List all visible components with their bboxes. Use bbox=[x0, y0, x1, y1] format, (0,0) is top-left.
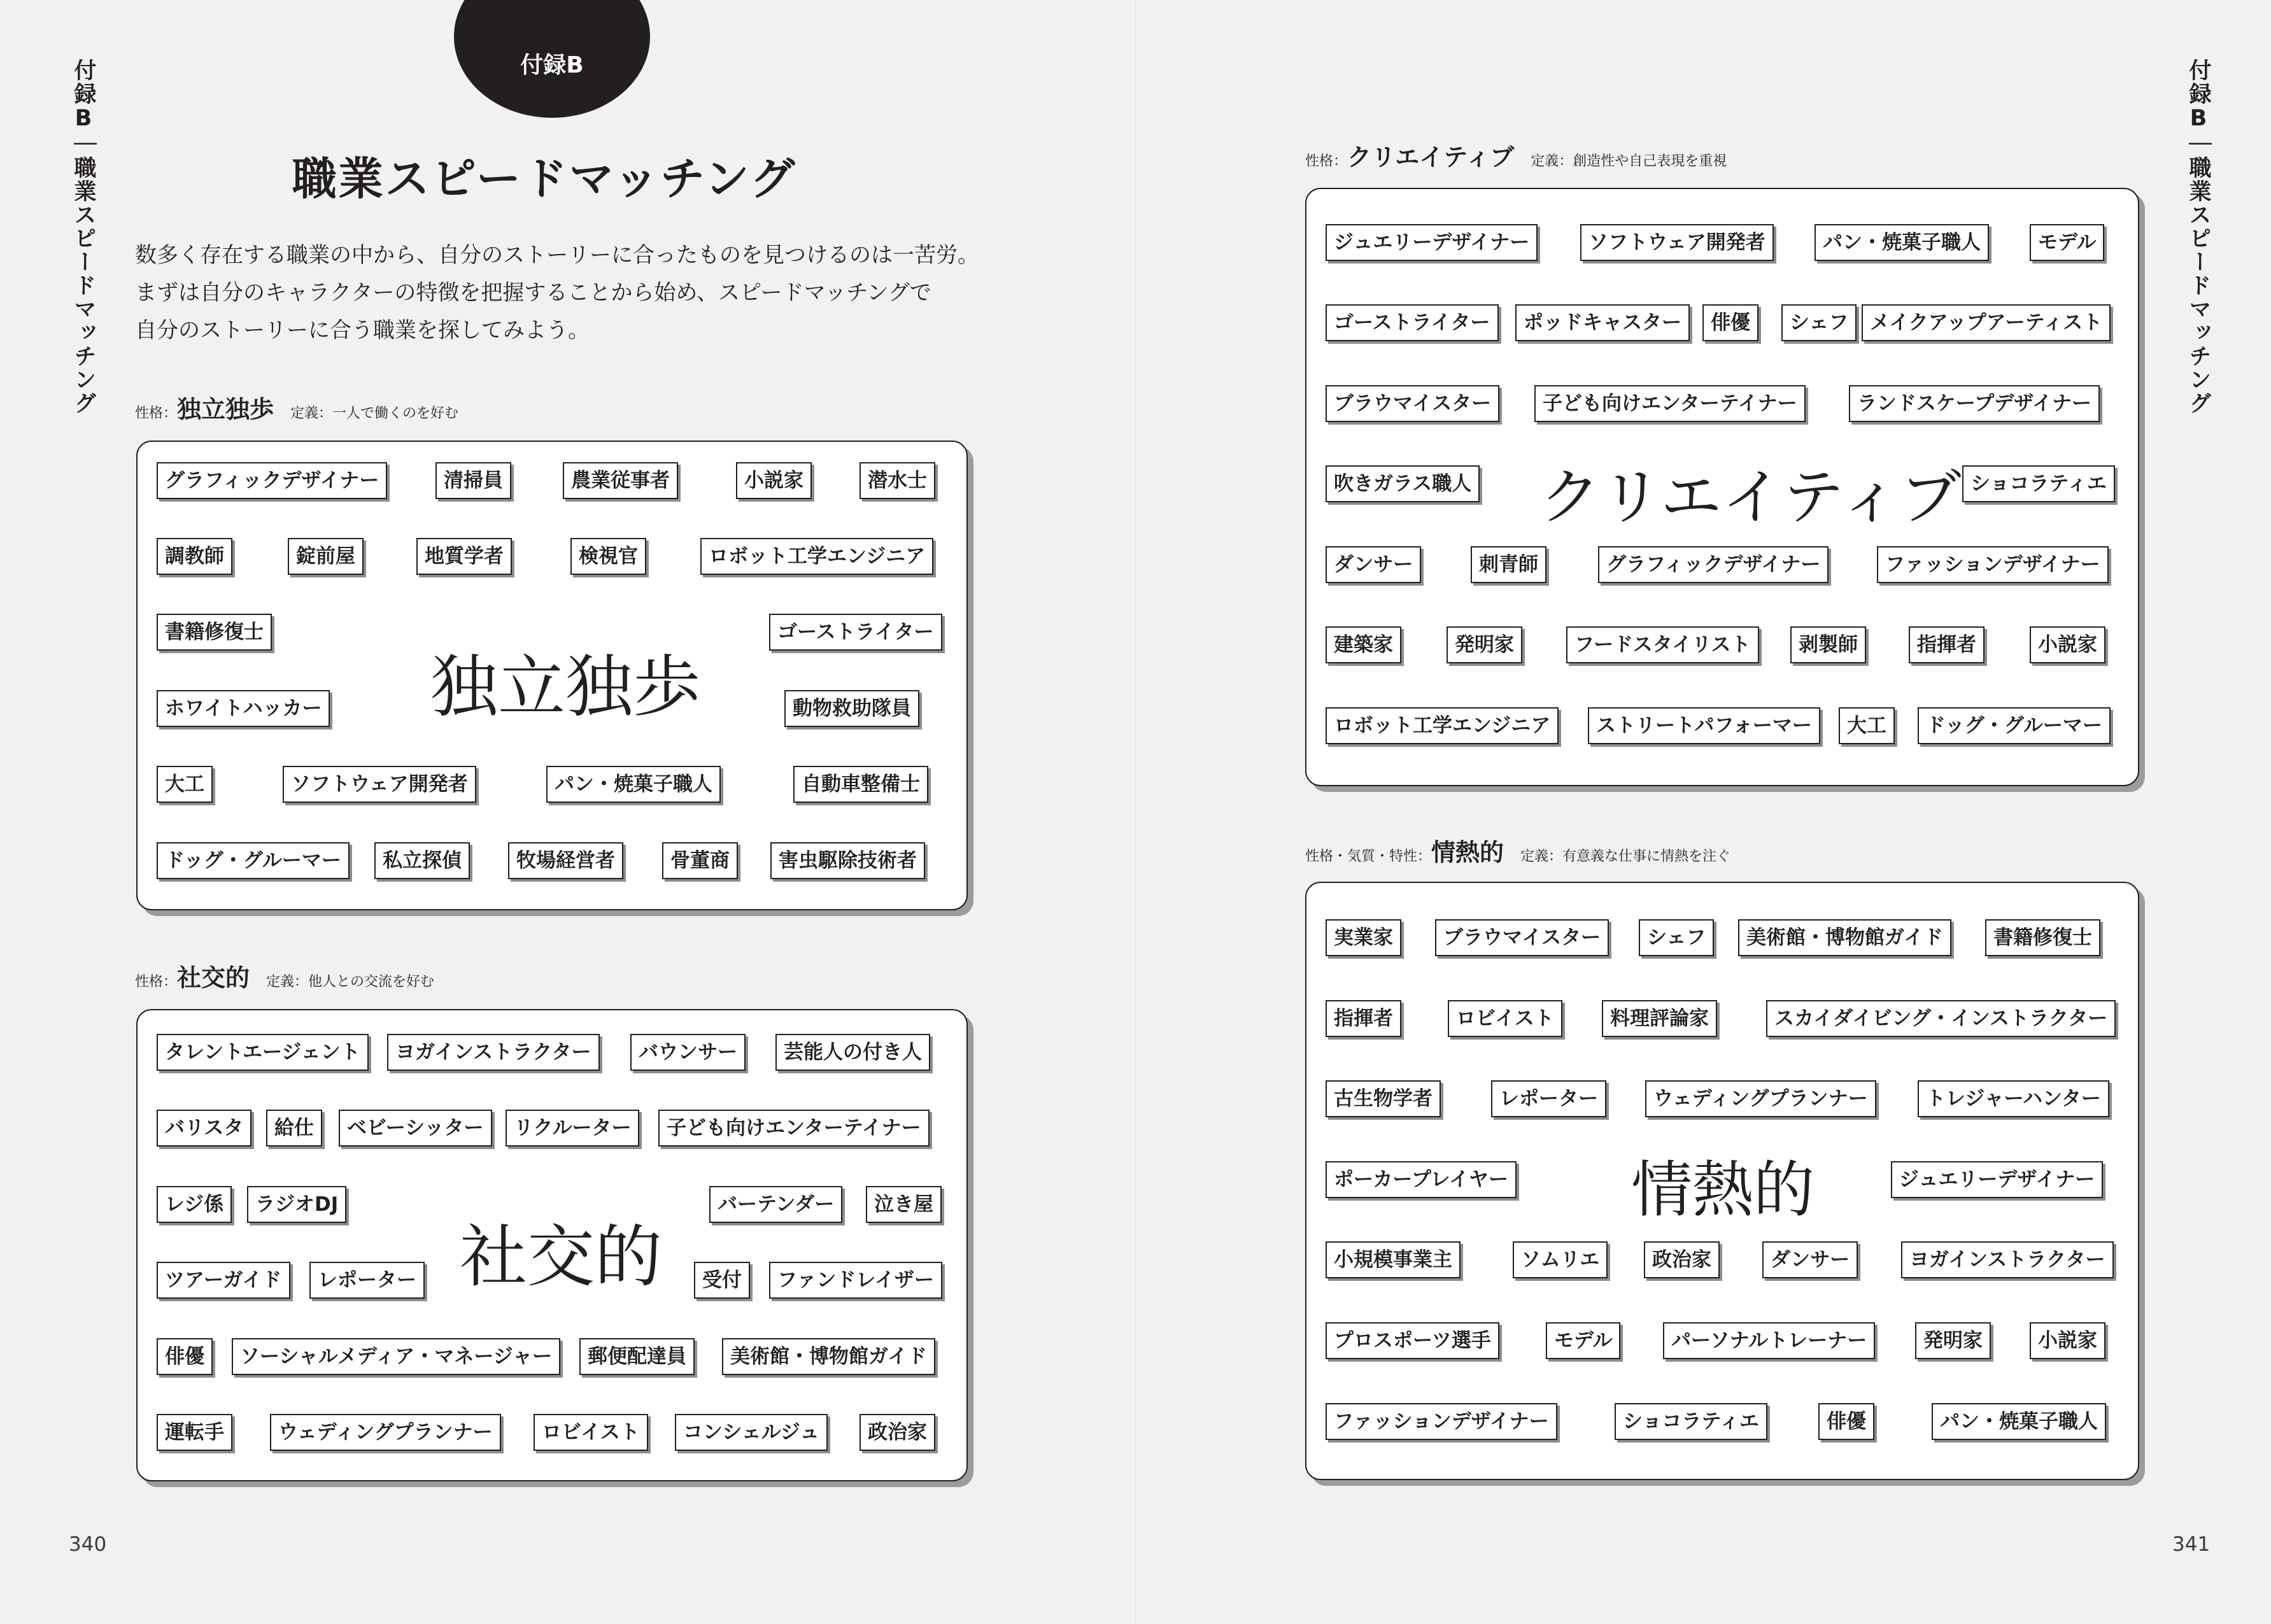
card-center-label: 独立独歩 bbox=[430, 650, 700, 725]
occupation-tag: ブラウマイスター bbox=[1326, 385, 1499, 422]
section-title: 社交的 bbox=[177, 964, 250, 992]
occupation-tag: 牧場経営者 bbox=[508, 842, 623, 879]
occupation-tag: ダンサー bbox=[1762, 1241, 1858, 1278]
occupation-tag: 発明家 bbox=[1447, 626, 1522, 663]
occupation-tag: 発明家 bbox=[1915, 1322, 1991, 1359]
occupation-tag: モデル bbox=[1546, 1322, 1620, 1359]
occupation-tag: 美術館・博物館ガイド bbox=[1738, 919, 1951, 956]
occupation-tag: 大工 bbox=[157, 766, 213, 803]
occupation-tag: 小規模事業主 bbox=[1326, 1241, 1461, 1278]
occupation-tag: モデル bbox=[2030, 224, 2104, 261]
occupation-tag: レポーター bbox=[309, 1262, 425, 1299]
page-title: 職業スピードマッチング bbox=[292, 152, 797, 205]
occupation-tag: スカイダイビング・インストラクター bbox=[1766, 1000, 2116, 1037]
occupation-tag: ラジオDJ bbox=[247, 1186, 346, 1223]
side-tab-right: 付録B｜職業スピードマッチング bbox=[2186, 59, 2211, 415]
occupation-tag: ダンサー bbox=[1326, 546, 1421, 583]
occupation-tag: ロボット工学エンジニア bbox=[700, 538, 933, 575]
section-title: クリエイティブ bbox=[1347, 143, 1515, 171]
occupation-tag: 料理評論家 bbox=[1602, 1000, 1717, 1037]
occupation-tag: 書籍修復士 bbox=[1985, 919, 2100, 956]
occupation-tag: パーソナルトレーナー bbox=[1663, 1322, 1875, 1359]
section-definition: 定義：他人との交流を好む bbox=[266, 974, 435, 990]
occupation-tag: ファンドレイザー bbox=[769, 1262, 942, 1299]
occupation-tag: 清掃員 bbox=[435, 462, 511, 499]
occupation-tag: プロスポーツ選手 bbox=[1326, 1322, 1499, 1359]
occupation-tag: 受付 bbox=[694, 1262, 750, 1299]
intro-line: 自分のストーリーに合う職業を探してみよう。 bbox=[135, 318, 590, 343]
occupation-tag: 調教師 bbox=[157, 538, 232, 575]
occupation-tag: 俳優 bbox=[1702, 304, 1758, 341]
occupation-tag: シェフ bbox=[1639, 919, 1714, 956]
occupation-tag: ヨガインストラクター bbox=[1901, 1241, 2114, 1278]
occupation-tag: 害虫駆除技術者 bbox=[770, 842, 925, 879]
occupation-tag: ロボット工学エンジニア bbox=[1326, 707, 1559, 744]
occupation-tag: 検視官 bbox=[570, 538, 646, 575]
intro-line: 数多く存在する職業の中から、自分のストーリーに合ったものを見つけるのは一苦労。 bbox=[135, 243, 979, 268]
occupation-tag: リクルーター bbox=[506, 1110, 639, 1147]
occupation-tag: 剥製師 bbox=[1790, 626, 1866, 663]
occupation-tag: 実業家 bbox=[1326, 919, 1401, 956]
occupation-tag: ショコラティエ bbox=[1615, 1403, 1767, 1440]
occupation-tag: ゴーストライター bbox=[1326, 304, 1499, 341]
page-number-right: 341 bbox=[2172, 1533, 2211, 1556]
occupation-tag: 潜水士 bbox=[860, 462, 935, 499]
page-gutter bbox=[1135, 0, 1136, 1624]
occupation-tag: 吹きガラス職人 bbox=[1326, 465, 1480, 502]
occupation-tag: 錠前屋 bbox=[288, 538, 364, 575]
occupation-tag: 指揮者 bbox=[1909, 626, 1984, 663]
occupation-tag: 建築家 bbox=[1326, 626, 1401, 663]
chapter-badge-label: 付録B bbox=[520, 52, 584, 78]
occupation-tag: 私立探偵 bbox=[374, 842, 470, 879]
section-label: 性格： bbox=[135, 406, 178, 421]
occupation-tag: ソフトウェア開発者 bbox=[283, 766, 476, 803]
section-definition: 定義：有意義な仕事に情熱を注ぐ bbox=[1520, 849, 1731, 865]
occupation-tag: シェフ bbox=[1781, 304, 1857, 341]
occupation-tag: ドッグ・グルーマー bbox=[157, 842, 350, 879]
occupation-tag: パン・焼菓子職人 bbox=[1815, 224, 1989, 261]
occupation-tag: ソフトウェア開発者 bbox=[1580, 224, 1774, 261]
occupation-tag: 刺青師 bbox=[1471, 546, 1546, 583]
intro-line: まずは自分のキャラクターの特徴を把握することから始め、スピードマッチングで bbox=[135, 280, 931, 306]
occupation-tag: ドッグ・グルーマー bbox=[1918, 707, 2111, 744]
page-number-left: 340 bbox=[69, 1533, 107, 1556]
section-header-creative bbox=[1305, 138, 1727, 173]
occupation-tag: ツアーガイド bbox=[157, 1262, 290, 1299]
occupation-tag: ストリートパフォーマー bbox=[1588, 707, 1820, 744]
occupation-tag: グラフィックデザイナー bbox=[157, 462, 387, 499]
occupation-tag: レポーター bbox=[1491, 1080, 1606, 1117]
occupation-tag: メイクアップアーティスト bbox=[1862, 304, 2111, 341]
occupation-tag: ジュエリーデザイナー bbox=[1891, 1161, 2103, 1198]
occupation-tag: 美術館・博物館ガイド bbox=[722, 1338, 935, 1375]
occupation-tag: トレジャーハンター bbox=[1918, 1080, 2109, 1117]
chapter-badge bbox=[454, 0, 650, 118]
occupation-tag: ブラウマイスター bbox=[1435, 919, 1609, 956]
occupation-tag: 農業従事者 bbox=[563, 462, 678, 499]
occupation-tag: 骨董商 bbox=[662, 842, 738, 879]
section-definition: 定義：一人で働くのを好む bbox=[290, 406, 459, 421]
occupation-tag: 泣き屋 bbox=[866, 1186, 942, 1223]
occupation-tag: 地質学者 bbox=[416, 538, 512, 575]
section-title: 独立独歩 bbox=[177, 395, 274, 423]
occupation-tag: ソーシャルメディア・マネージャー bbox=[232, 1338, 560, 1375]
side-tab-left: 付録B｜職業スピードマッチング bbox=[71, 59, 96, 415]
occupation-tag: 大工 bbox=[1839, 707, 1895, 744]
occupation-tag: ポッドキャスター bbox=[1515, 304, 1690, 341]
occupation-tag: 政治家 bbox=[1644, 1241, 1720, 1278]
occupation-tag: 給仕 bbox=[266, 1110, 322, 1147]
occupation-tag: コンシェルジュ bbox=[675, 1414, 828, 1451]
occupation-tag: バーテンダー bbox=[709, 1186, 842, 1223]
occupation-tag: グラフィックデザイナー bbox=[1598, 546, 1829, 583]
occupation-tag: ベビーシッター bbox=[339, 1110, 492, 1147]
section-label: 性格・気質・特性： bbox=[1305, 849, 1432, 865]
occupation-tag: ファッションデザイナー bbox=[1877, 546, 2109, 583]
card-center-label: クリエイティブ bbox=[1539, 463, 1962, 532]
occupation-tag: 動物救助隊員 bbox=[784, 690, 919, 727]
occupation-tag: ホワイトハッカー bbox=[157, 690, 330, 727]
occupation-tag: レジ係 bbox=[157, 1186, 232, 1223]
section-header-social bbox=[135, 958, 434, 993]
occupation-tag: バリスタ bbox=[157, 1110, 251, 1147]
occupation-tag: 政治家 bbox=[860, 1414, 935, 1451]
section-title: 情熱的 bbox=[1431, 838, 1504, 866]
occupation-tag: ジュエリーデザイナー bbox=[1326, 224, 1538, 261]
occupation-tag: パン・焼菓子職人 bbox=[1932, 1403, 2106, 1440]
occupation-tag: 自動車整備士 bbox=[793, 766, 928, 803]
section-header-passionate bbox=[1305, 833, 1730, 868]
card-center-label: 情熱的 bbox=[1631, 1156, 1815, 1224]
occupation-tag: 小説家 bbox=[2030, 626, 2105, 663]
occupation-tag: 書籍修復士 bbox=[157, 614, 272, 651]
occupation-tag: 俳優 bbox=[1818, 1403, 1874, 1440]
section-definition: 定義：創造性や自己表現を重視 bbox=[1531, 153, 1727, 169]
occupation-tag: タレントエージェント bbox=[157, 1034, 369, 1071]
occupation-tag: ファッションデザイナー bbox=[1326, 1403, 1557, 1440]
occupation-tag: 指揮者 bbox=[1326, 1000, 1401, 1037]
occupation-tag: ロビイスト bbox=[534, 1414, 648, 1451]
occupation-tag: 子ども向けエンターテイナー bbox=[658, 1110, 930, 1147]
occupation-tag: 芸能人の付き人 bbox=[775, 1034, 930, 1071]
occupation-tag: ヨガインストラクター bbox=[387, 1034, 600, 1071]
occupation-tag: 小説家 bbox=[2030, 1322, 2105, 1359]
section-label: 性格： bbox=[1305, 153, 1348, 169]
occupation-tag: ウェディングプランナー bbox=[270, 1414, 501, 1451]
occupation-tag: ゴーストライター bbox=[769, 614, 942, 651]
occupation-tag: 子ども向けエンターテイナー bbox=[1534, 385, 1806, 422]
occupation-tag: フードスタイリスト bbox=[1566, 626, 1759, 663]
occupation-tag: ポーカープレイヤー bbox=[1326, 1161, 1517, 1198]
occupation-tag: パン・焼菓子職人 bbox=[546, 766, 721, 803]
occupation-tag: 運転手 bbox=[157, 1414, 232, 1451]
occupation-tag: 小説家 bbox=[736, 462, 812, 499]
occupation-tag: ロビイスト bbox=[1448, 1000, 1562, 1037]
card-center-label: 社交的 bbox=[460, 1220, 662, 1295]
occupation-tag: バウンサー bbox=[630, 1034, 746, 1071]
occupation-tag: 郵便配達員 bbox=[579, 1338, 695, 1375]
intro-text bbox=[135, 237, 1001, 350]
occupation-tag: ランドスケープデザイナー bbox=[1849, 385, 2100, 422]
occupation-tag: ショコラティエ bbox=[1962, 465, 2115, 502]
occupation-tag: ソムリエ bbox=[1513, 1241, 1608, 1278]
section-header-independent bbox=[135, 390, 458, 425]
occupation-tag: 俳優 bbox=[157, 1338, 213, 1375]
section-label: 性格： bbox=[135, 974, 178, 990]
occupation-tag: 古生物学者 bbox=[1326, 1080, 1441, 1117]
occupation-tag: ウェディングプランナー bbox=[1645, 1080, 1876, 1117]
